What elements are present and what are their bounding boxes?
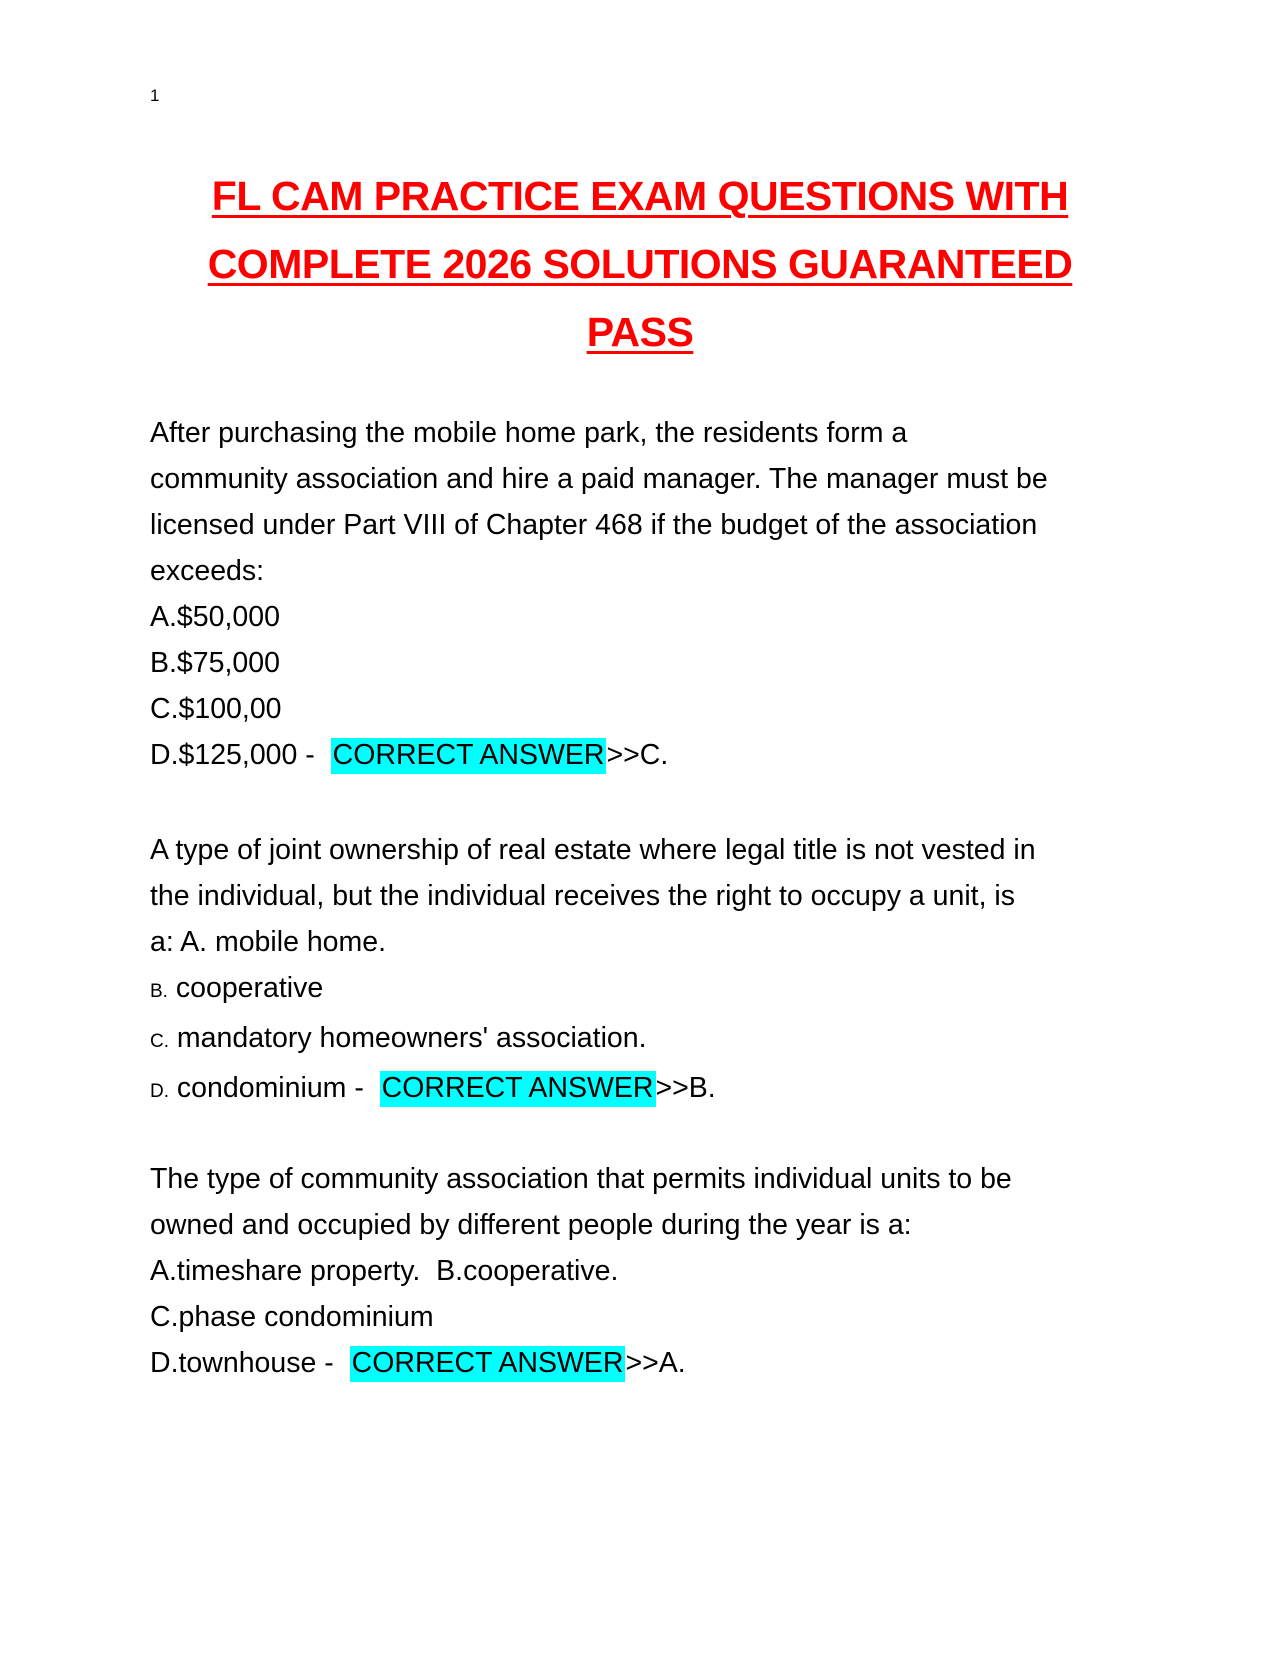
title-line: COMPLETE 2026 SOLUTIONS GUARANTEED <box>207 241 1073 287</box>
option-text: mandatory homeowners' association. <box>169 1022 647 1054</box>
answer-option <box>150 965 1130 1015</box>
correct-answer-label: CORRECT ANSWER <box>350 1346 626 1382</box>
question-stem-line: A.timeshare property. B.cooperative. <box>150 1255 619 1287</box>
question-stem-line: community association and hire a paid manager. The manager must be <box>150 463 1048 495</box>
title-line: FL CAM PRACTICE EXAM QUESTIONS WITH <box>211 173 1069 219</box>
question-stem-line: the individual, but the individual receives the right to occupy a unit, is <box>150 880 1016 912</box>
question-stem-line: A type of joint ownership of real estate where legal title is not vested in <box>150 834 1036 866</box>
answer-option-with-key <box>150 1340 1130 1386</box>
option-letter: C. <box>150 1031 169 1052</box>
answer-option: B.$75,000 <box>150 647 280 679</box>
correct-answer-label: CORRECT ANSWER <box>331 738 607 774</box>
correct-answer-value: >>B. <box>655 1072 716 1104</box>
title-line: PASS <box>586 309 694 355</box>
question-block <box>150 827 1130 1115</box>
answer-option: C.phase condominium <box>150 1301 434 1333</box>
question-stem-line: owned and occupied by different people during the year is a: <box>150 1209 912 1241</box>
question-stem-line: a: A. mobile home. <box>150 926 387 958</box>
option-text: cooperative <box>167 972 324 1004</box>
document-title <box>150 162 1130 366</box>
question-stem-line: exceeds: <box>150 555 265 587</box>
option-letter: D. <box>150 1081 169 1102</box>
answer-option <box>150 1015 1130 1065</box>
question-stem-line: licensed under Part VIII of Chapter 468 if the budget of the association <box>150 509 1038 541</box>
correct-answer-value: >>C. <box>606 739 669 771</box>
correct-answer-value: >>A. <box>625 1347 686 1379</box>
option-text: condominium - <box>169 1072 380 1104</box>
correct-answer-label: CORRECT ANSWER <box>380 1071 656 1107</box>
answer-option: A.$50,000 <box>150 601 280 633</box>
answer-option-text: D.$125,000 - <box>150 739 331 771</box>
option-letter: B. <box>150 981 168 1002</box>
question-stem-line: The type of community association that permits individual units to be <box>150 1163 1012 1195</box>
page-number: 1 <box>150 86 160 105</box>
answer-option-with-key <box>150 1065 1130 1115</box>
answer-option: C.$100,00 <box>150 693 282 725</box>
question-block <box>150 1156 1130 1386</box>
answer-option-with-key <box>150 732 1130 778</box>
question-stem-line: After purchasing the mobile home park, the residents form a <box>150 417 908 449</box>
answer-option-text: D.townhouse - <box>150 1347 350 1379</box>
question-block <box>150 410 1130 778</box>
